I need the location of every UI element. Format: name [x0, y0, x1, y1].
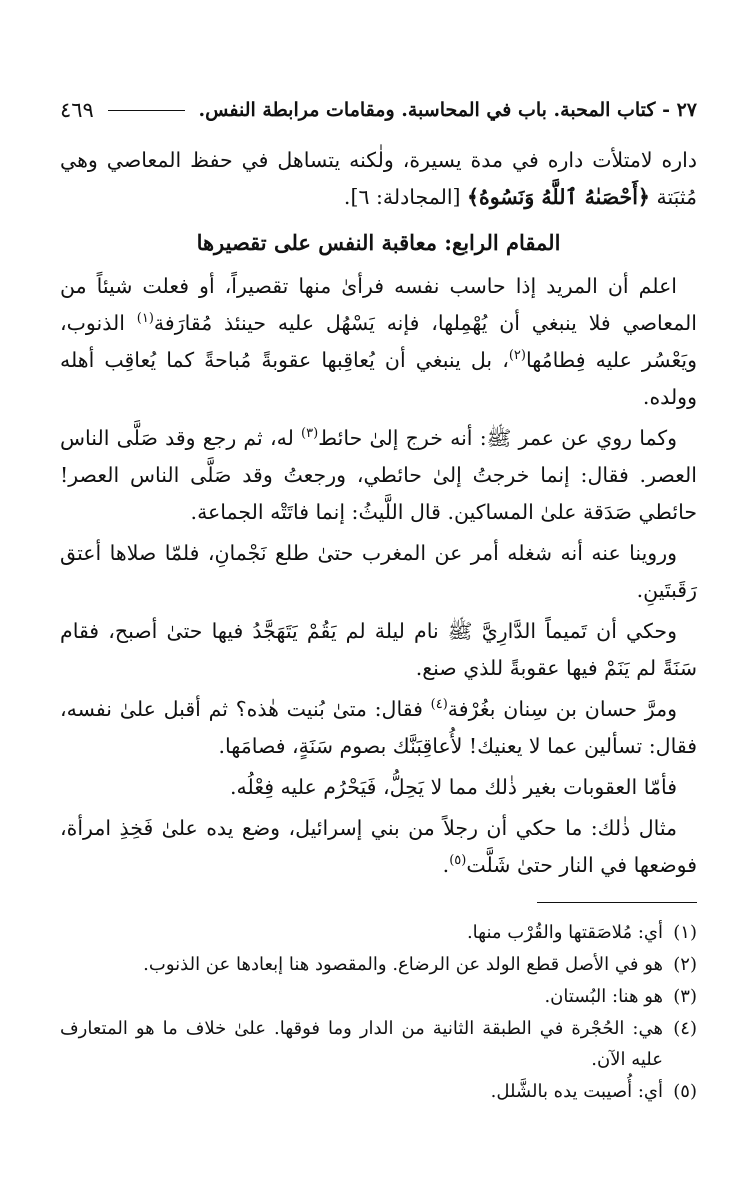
paragraph-4: وروينا عنه أنه شغله أمر عن المغرب حتىٰ طلع نَجْمانِ، فلمّا صلاها أعتق رَقَبتَينِ.	[60, 541, 697, 602]
paragraph-2-text-a: اعلم أن المريد إذا حاسب نفسه فرأىٰ منها تقصيراً، أو فعلت شيئاً من المعاصي فلا ينبغي أن يُهْمِلها، فإنه يَسْهُل عليه حينئذ مُقارَفة	[60, 274, 697, 335]
header-rule	[108, 110, 185, 111]
paragraph-2	[60, 268, 697, 416]
paragraph-6-text-b: فقال: متىٰ بُنيت هٰذه؟ ثم أقبل علىٰ نفسه، فقال: تسألين عما لا يعنيك! لأُعاقِبَنَّك بصوم سَنَةٍ، فصامَها.	[60, 697, 697, 758]
paragraph-2-text-b: الذنوب، ويَعْسُر عليه فِطامُها	[60, 311, 697, 372]
footnote-text: أي: أُصيبت يده بالشَّلل.	[490, 1081, 663, 1102]
footnote-ref-1: (١)	[136, 311, 154, 327]
footnote-ref-3: (٣)	[301, 426, 319, 442]
footnote-separator	[537, 902, 697, 903]
footnote-text: هو في الأصل قطع الولد عن الرضاع. والمقصود هنا إبعادها عن الذنوب.	[143, 954, 663, 975]
paragraph-8-text-a: مثال ذٰلك: ما حكي أن رجلاً من بني إسرائيل، وضع يده علىٰ فَخِذِ امرأة، فوضعها في النار حتىٰ شَلَّت	[60, 816, 697, 877]
footnote-number: (٣)	[673, 986, 697, 1007]
footnote-5	[60, 1076, 697, 1107]
footnote-3	[60, 981, 697, 1012]
paragraph-3-text-a: وكما روي عن عمر ﷺ: أنه خرج إلىٰ حائط	[318, 426, 677, 450]
paragraph-7: فأمّا العقوبات بغير ذٰلك مما لا يَحِلُّ، فَيَحْرُم عليه فِعْلُه.	[230, 775, 677, 799]
section-heading: المقام الرابع: معاقبة النفس على تقصيرها	[196, 230, 561, 255]
running-header	[60, 92, 697, 128]
footnote-ref-4: (٤)	[430, 697, 448, 713]
paragraph-1-text: داره لامتلأت داره في مدة يسيرة، ولٰكنه يتساهل في حفظ المعاصي وهي مُثبَتة	[60, 148, 697, 209]
paragraph-8	[60, 810, 697, 884]
footnote-1	[60, 917, 697, 948]
footnote-text: أي: مُلاصَقتها والقُرْب منها.	[466, 922, 663, 943]
paragraph-8-text-b: .	[442, 853, 450, 877]
quran-reference: [المجادلة: ٦].	[343, 185, 461, 209]
paragraph-2-text-c: ، بل ينبغي أن يُعاقِبها عقوبةً مُباحةً كما يُعاقِب أهله وولده.	[60, 348, 697, 409]
footnote-number: (٤)	[673, 1018, 697, 1039]
paragraph-5: وحكي أن تَميماً الدَّارِيَّ ﷺ نام ليلة لم يَقُمْ يَتَهَجَّدُ فيها حتىٰ أصبح، فقام سَنَةً لم يَنَمْ فيها عقوبةً للذي صنع.	[60, 619, 697, 680]
footnote-4	[60, 1013, 697, 1075]
paragraph-3	[60, 420, 697, 531]
footnote-number: (٢)	[673, 954, 697, 975]
footnote-number: (٥)	[673, 1081, 697, 1102]
book-page	[60, 92, 697, 1108]
footnote-text: هو هنا: البُستان.	[544, 986, 663, 1007]
paragraph-6	[60, 691, 697, 765]
paragraph-3-text-b: له، ثم رجع وقد صَلَّى الناس العصر. فقال: إنما خرجتُ إلىٰ حائطي، ورجعتُ وقد صَلَّى الناس العصر! حائطي صَدَقة علىٰ المساكين. قال اللَّيثُ: إنما فاتَتْه الجماعة.	[60, 426, 697, 524]
chapter-title: ٢٧ - كتاب المحبة. باب في المحاسبة. ومقامات مرابطة النفس.	[198, 99, 697, 121]
footnote-ref-5: (٥)	[449, 853, 467, 869]
footnotes	[60, 917, 697, 1107]
paragraph-1	[60, 142, 697, 216]
footnote-text: هي: الحُجْرة في الطبقة الثانية من الدار وما فوقها. علىٰ خلاف ما هو المتعارف عليه الآن.	[60, 1018, 663, 1070]
footnote-2	[60, 949, 697, 980]
page-number: ٤٦٩	[60, 98, 94, 122]
paragraph-6-text-a: ومرَّ حسان بن سِنان بغُرْفة	[447, 697, 677, 721]
footnote-number: (١)	[673, 922, 697, 943]
main-text	[60, 142, 697, 884]
footnote-ref-2: (٢)	[508, 348, 526, 364]
quran-verse: ﴿أَحْصَىٰهُ ٱللَّهُ وَنَسُوهُ﴾	[467, 185, 650, 209]
